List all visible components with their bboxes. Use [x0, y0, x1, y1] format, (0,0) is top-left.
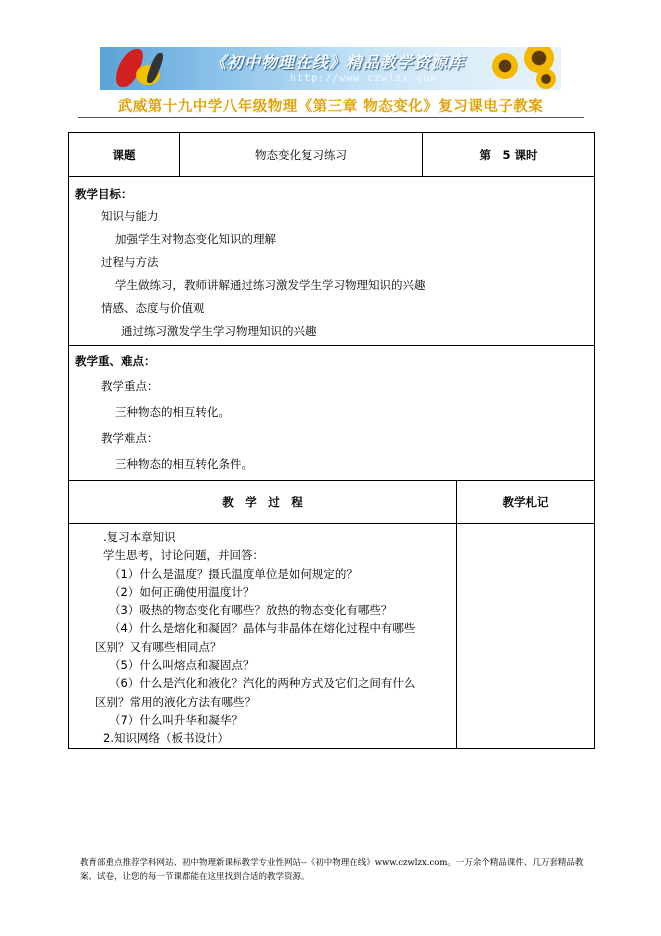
- key-heading: 教学重、难点：: [75, 354, 156, 368]
- process-question: （5）什么叫熔点和凝固点？: [109, 658, 255, 673]
- topic-label: 课题: [69, 133, 180, 177]
- process-question: （6）什么是汽化和液化？汽化的两种方式及它们之间有什么: [109, 676, 416, 691]
- focus-label: 教学重点：: [101, 379, 159, 393]
- process-question: （4）什么是熔化和凝固？晶体与非晶体在熔化过程中有哪些: [109, 621, 416, 636]
- process-question: （7）什么叫升华和凝华？: [109, 712, 243, 727]
- sunflower-icon: [536, 69, 556, 89]
- process-cell: [69, 524, 457, 749]
- goals-row: [69, 177, 595, 346]
- site-banner: [100, 47, 561, 90]
- process-question: （2）如何正确使用温度计？: [109, 584, 255, 599]
- process-question: （3）吸热的物态变化有哪些？放热的物态变化有哪些？: [109, 603, 393, 618]
- knowledge-label: 知识与能力: [101, 209, 159, 223]
- difficulty-label: 教学难点：: [101, 431, 159, 445]
- goals-cell: [69, 177, 595, 346]
- knowledge-text: 加强学生对物态变化知识的理解: [115, 232, 276, 246]
- topic-value: 物态变化复习练习: [180, 133, 423, 177]
- process-label: 过程与方法: [101, 255, 159, 269]
- sunflower-icon: [492, 53, 518, 79]
- process-header-row: [69, 481, 595, 524]
- document-title: 武威第十九中学八年级物理《第三章 物态变化》复习课电子教案: [117, 99, 544, 115]
- difficulty-text: 三种物态的相互转化条件。: [115, 457, 253, 471]
- process-row: [69, 524, 595, 749]
- notes-cell: [457, 524, 595, 749]
- banner-title: 《初中物理在线》精品教学资源库: [210, 53, 466, 72]
- process-line: 学生思考，讨论问题，并回答：: [103, 548, 264, 563]
- topic-row: [69, 133, 595, 177]
- process-heading: 教 学 过 程: [69, 481, 457, 524]
- process-content: [69, 524, 456, 748]
- lesson-plan-table: [68, 132, 595, 749]
- page-footer: 教育部重点推荐学科网站、初中物理新课标教学专业性网站--《初中物理在线》www.czwlzx.com。一万余个精品课件、几万套精品教案、试卷，让您的每一节课都能在这里找到合适的教学资源。: [80, 858, 584, 882]
- key-points-row: [69, 346, 595, 481]
- process-question-continued: 区别？常用的液化方法有哪些？: [95, 694, 256, 709]
- process-line: 2.知识网络（板书设计）: [103, 731, 229, 746]
- focus-text: 三种物态的相互转化。: [115, 405, 230, 419]
- process-question-continued: 区别？又有哪些相同点？: [95, 639, 222, 654]
- emotion-label: 情感、态度与价值观: [101, 301, 205, 315]
- key-points-cell: [69, 346, 595, 481]
- header-divider: [78, 117, 584, 118]
- banner-url[interactable]: http://www.czwlzx.com: [290, 73, 438, 84]
- process-question: （1）什么是温度？摄氏温度单位是如何规定的？: [109, 566, 358, 581]
- process-text: 学生做练习，教师讲解通过练习激发学生学习物理知识的兴趣: [115, 278, 426, 292]
- notes-heading: 教学札记: [457, 481, 595, 524]
- emotion-text: 通过练习激发学生学习物理知识的兴趣: [121, 324, 317, 338]
- process-line: .复习本章知识: [103, 530, 176, 544]
- period-label: 第 5 课时: [423, 133, 595, 177]
- goals-heading: 教学目标：: [75, 187, 133, 201]
